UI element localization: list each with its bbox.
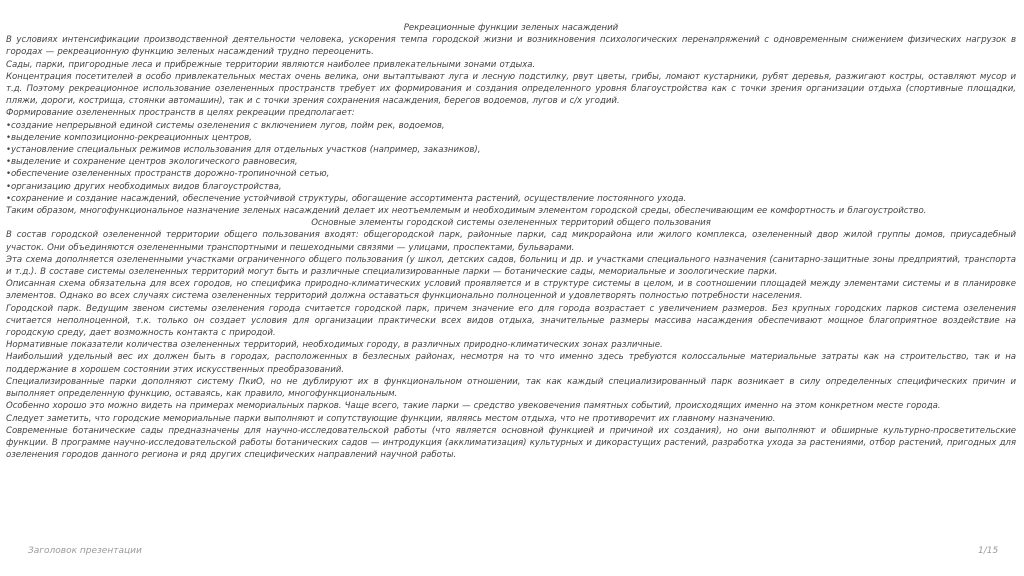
bullet-item: •выделение композиционно-рекреационных центров, <box>6 132 252 143</box>
paragraph: В условиях интенсификации производственной деятельности человека, ускорения темпа городской жизни и возникновения психологических перенапряжений с одновременным снижением физических нагрузок в городах — рекреационную функцию зеленых насаждений трудно переоценить. <box>6 35 1016 58</box>
paragraph: Современные ботанические сады предназначены для научно-исследовательской работы (что является основной функцией и причиной их создания), но они выполняют и обширные культурно-просветительские функции. В программе научно-исследовательской работы ботанических садов — интродукция (акклиматизация) культурных и дикорастущих растений, разработка ухода за растениями, отбор растений, пригодных для озеленения городов данного региона и ряд других специфических направлений научной работы. <box>6 425 1016 461</box>
bullet-item: •обеспечение озелененных пространств дорожно-тропиночной сетью, <box>6 169 330 180</box>
footer-presentation-title: Заголовок презентации <box>28 546 142 556</box>
bullet-item: •выделение и сохранение центров экологического равновесия, <box>6 157 298 168</box>
paragraph: Следует заметить, что городские мемориальные парки выполняют и сопутствующие функции, являясь местом отдыха, что не противоречит их главному назначению. <box>6 413 776 424</box>
paragraph: Сады, парки, пригородные леса и прибрежные территории являются наиболее привлекательными зонами отдыха. <box>6 59 536 70</box>
footer-page-number: 1/15 <box>978 546 999 556</box>
section-heading: Основные элементы городской системы озелененных территорий общего пользования <box>311 218 711 229</box>
paragraph: Городской парк. Ведущим звеном системы озеленения города считается городской парк, причем значение его для города возрастает с увеличением размеров. Без крупных городских парков система озеленения считается неполноценной, т.к. только он создает условия для организации практически всех видов отдыха, значительные размеры массива насаждения обеспечивают мощное благоприятное воздействие на городскую среду, дает возможность контакта с природой. <box>6 303 1016 339</box>
paragraph: Формирование озелененных пространств в целях рекреации предполагает: <box>6 108 355 119</box>
bullet-item: •сохранение и создание насаждений, обеспечение устойчивой структуры, обогащение ассортимента растений, осуществление постоянного ухода. <box>6 193 687 204</box>
paragraph: Специализированные парки дополняют систему ПкиО, но не дублируют их в функциональном отношении, так как каждый специализированный парк возникает в силу определенных специфических причин и выполняет определенную функцию, оставаясь, как правило, многофункциональным. <box>6 376 1016 400</box>
paragraph: Особенно хорошо это можно видеть на примерах мемориальных парков. Чаще всего, такие парки — средство увековечения памятных событий, происходящих именно на этом конкретном месте города. <box>6 401 941 412</box>
paragraph: Концентрация посетителей в особо привлекательных местах очень велика, они вытаптывают луга и лесную подстилку, рвут цветы, грибы, ломают кустарники, рубят деревья, разжигают костры, оставляют мусор и т.д. Поэтому рекреационное использование озелененных пространств требует их формирования и создания определенного уровня благоустройства как с точки зрения организации отдыха (спортивные площадки, пляжи, дороги, кострища, стоянки автомашин), так и с точки зрения сохранения насаждения, берегов водоемов, лугов и с/х угодий. <box>6 71 1016 107</box>
paragraph: Таким образом, многофункциональное назначение зеленых насаждений делает их неотъемлемым и необходимым элементом городской среды, обеспечивающим ее комфортность и благоустройство. <box>6 206 927 217</box>
paragraph: Наибольший удельный вес их должен быть в городах, расположенных в безлесных районах, несмотря на то что именно здесь требуются колоссальные материальные затраты как на строительство, так и на поддержание в хорошем состоянии этих искусственных преобразований. <box>6 352 1016 375</box>
document-body <box>6 22 1016 461</box>
section-elements <box>6 229 1016 461</box>
bullet-item: •организацию других необходимых видов благоустройства, <box>6 181 282 192</box>
paragraph: Эта схема дополняется озелененными участками ограниченного общего пользования (у школ, детских садов, больниц и др. и участками специального назначения (санитарно-защитные зоны предприятий, транспорта и т.д.). В составе системы озелененных территорий могут быть и различные специализированные парки — ботанические сады, мемориальные и зоологические парки. <box>6 254 1016 278</box>
paragraph: Описанная схема обязательна для всех городов, но специфика природно-климатических условий проявляется и в структуре системы в целом, и в соотношении площадей между элементами системы и в планировке элементов. Однако во всех случаях система озелененных территорий должна оставаться функционально полноценной и удовлетворять полностью потребности населения. <box>6 279 1016 302</box>
document-title: Рекреационные функции зеленых насаждений <box>403 23 619 33</box>
section-recreation <box>6 34 1016 217</box>
paragraph: В состав городской озелененной территории общего пользования входят: общегородской парк, районные парки, сад микрорайона или жилого комплекса, озелененный двор жилой группы домов, приусадебный участок. Они объединяются озелененными транспортными и пешеходными связями — улицами, проспектами, бульварами. <box>6 230 1016 253</box>
bullet-item: •установление специальных режимов использования для отдельных участков (например, заказников), <box>6 145 481 156</box>
bullet-item: •создание непрерывной единой системы озеленения с включением лугов, пойм рек, водоемов, <box>6 120 445 131</box>
paragraph: Нормативные показатели количества озелененных территорий, необходимых городу, в различных природно-климатических зонах различные. <box>6 340 663 351</box>
